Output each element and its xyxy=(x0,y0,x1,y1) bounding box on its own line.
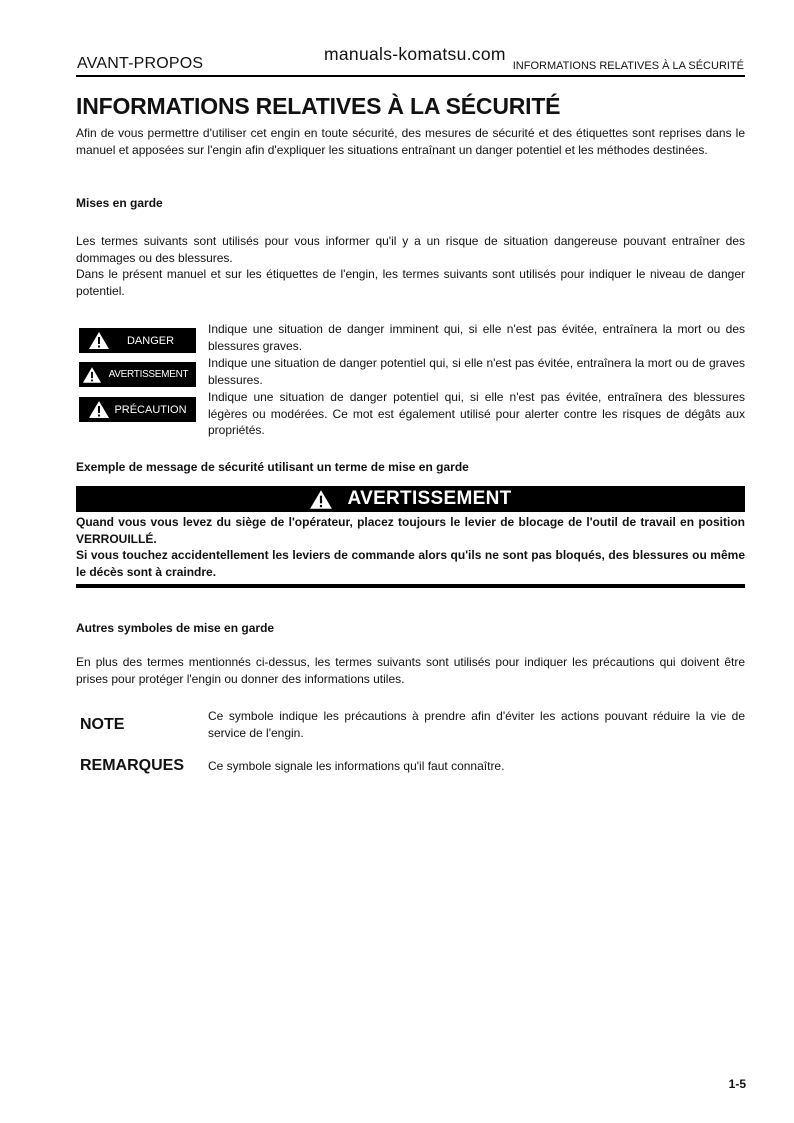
precaution-description: Indique une situation de danger potentiel qui, si elle n'est pas évitée, entraînera des blessures légères ou modérées. Ce mot est également utilisé pour alerter contre les risques de dégâts aux propriétés. xyxy=(208,390,745,437)
warning-banner-label: AVERTISSEMENT xyxy=(347,488,512,509)
intro-paragraph: Afin de vous permettre d'utiliser cet engin en toute sécurité, des mesures de sécurité et des étiquettes sont reprises dans le manuel et apposées sur l'engin afin d'expliquer les situations entraînant un danger potentiel et les méthodes destinées. xyxy=(76,126,745,157)
danger-description: Indique une situation de danger imminent qui, si elle n'est pas évitée, entraînera la mort ou des blessures graves. xyxy=(208,322,745,353)
warning-triangle-icon xyxy=(87,400,111,419)
warning-triangle-icon xyxy=(309,489,333,510)
warning-triangle-icon xyxy=(81,366,103,384)
avertissement-label: AVERTISSEMENT xyxy=(108,369,189,380)
page-number: 1-5 xyxy=(728,1077,746,1091)
header-section: AVANT-PROPOS xyxy=(77,55,204,72)
warning-bottom-rule xyxy=(76,584,745,588)
autres-heading: Autres symboles de mise en garde xyxy=(76,621,275,635)
note-label: NOTE xyxy=(80,716,125,733)
warning-line-2: Si vous touchez accidentellement les leviers de commande alors qu'ils ne sont pas bloqués, des blessures ou même le décès sont à craindre. xyxy=(76,548,745,579)
header-topic: INFORMATIONS RELATIVES À LA SÉCURITÉ xyxy=(512,60,744,72)
avertissement-badge xyxy=(79,362,196,387)
danger-badge xyxy=(79,328,196,353)
warning-line-1: Quand vous vous levez du siège de l'opérateur, placez toujours le levier de blocage de l'outil de travail en position VERROUILLÉ. xyxy=(76,515,745,546)
example-heading: Exemple de message de sécurité utilisant un terme de mise en garde xyxy=(76,460,469,474)
warning-banner xyxy=(76,486,745,512)
warning-body xyxy=(76,514,745,580)
danger-label: DANGER xyxy=(126,334,175,347)
mises-en-garde-heading: Mises en garde xyxy=(76,196,163,210)
precaution-label: PRÉCAUTION xyxy=(114,403,187,416)
remarques-description: Ce symbole signale les informations qu'il faut connaître. xyxy=(208,759,505,773)
watermark: manuals-komatsu.com xyxy=(324,44,506,64)
header-rule xyxy=(76,75,745,77)
mises-en-garde-para2: Dans le présent manuel et sur les étiquettes de l'engin, les termes suivants sont utilisés pour indiquer le niveau de danger potentiel. xyxy=(76,267,745,298)
avertissement-description: Indique une situation de danger potentiel qui, si elle n'est pas évitée, entraînera la mort ou de graves blessures. xyxy=(208,356,745,387)
precaution-badge xyxy=(79,397,196,422)
remarques-label: REMARQUES xyxy=(80,757,185,774)
mises-en-garde-para1: Les termes suivants sont utilisés pour vous informer qu'il y a un risque de situation dangereuse pouvant entraîner des dommages ou des blessures. xyxy=(76,234,745,265)
warning-triangle-icon xyxy=(87,331,111,350)
autres-paragraph: En plus des termes mentionnés ci-dessus, les termes suivants sont utilisés pour indiquer les précautions qui doivent être prises pour protéger l'engin ou donner des informations utiles. xyxy=(76,655,745,686)
page-title: INFORMATIONS RELATIVES À LA SÉCURITÉ xyxy=(76,93,561,119)
note-description: Ce symbole indique les précautions à prendre afin d'éviter les actions pouvant réduire la vie de service de l'engin. xyxy=(208,709,745,740)
